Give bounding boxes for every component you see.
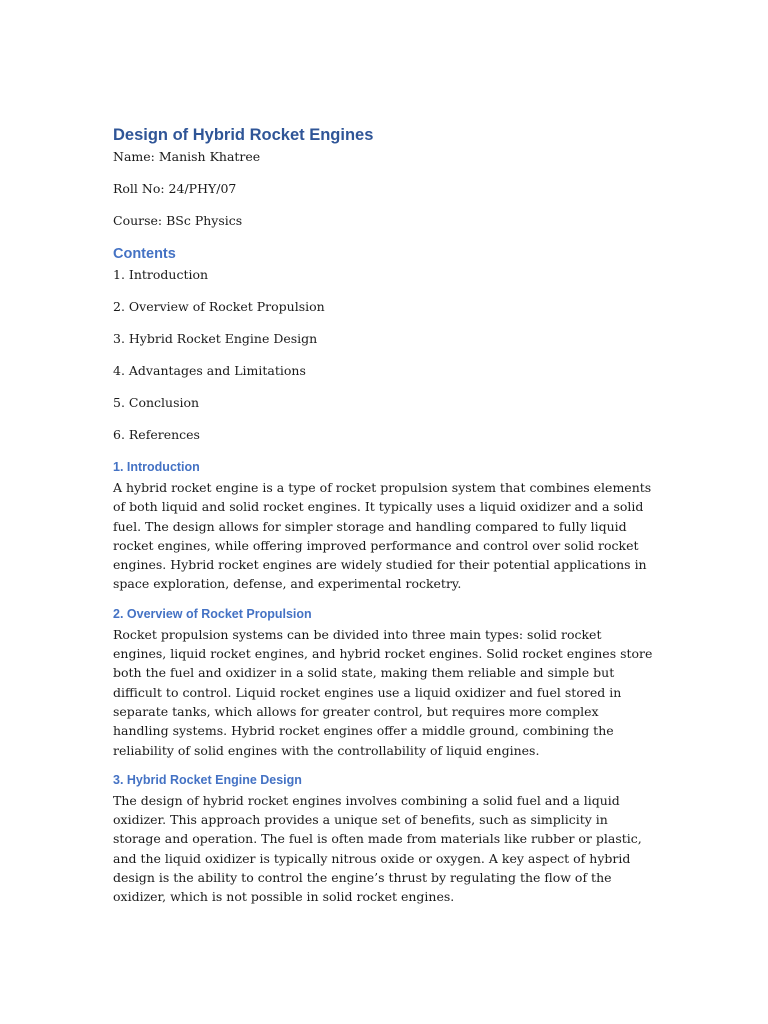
section-heading: 2. Overview of Rocket Propulsion	[113, 606, 312, 621]
section-design	[113, 771, 658, 907]
toc-item: 6. References	[113, 427, 200, 442]
section-overview	[113, 605, 658, 760]
toc-item: 5. Conclusion	[113, 395, 200, 410]
toc-item: 4. Advantages and Limitations	[113, 363, 306, 378]
section-heading: 1. Introduction	[113, 460, 200, 474]
toc-item: 2. Overview of Rocket Propulsion	[113, 299, 325, 314]
section-body: The design of hybrid rocket engines involves combining a solid fuel and a liquid oxidizer. This approach provides a unique set of benefits, such as simplicity in storage and operation. The fuel is often made from materials like rubber or plastic, and the liquid oxidizer is typically nitrous oxide or oxygen. A key aspect of hybrid design is the ability to control the engine’s thrust by regulating the flow of the oxidizer, which is not possible in solid rocket engines.	[113, 792, 642, 905]
toc-item: 3. Hybrid Rocket Engine Design	[113, 331, 318, 346]
course: Course: BSc Physics	[113, 213, 243, 228]
toc-item: 1. Introduction	[113, 267, 209, 282]
section-introduction	[113, 458, 658, 594]
section-body: Rocket propulsion systems can be divided into three main types: solid rocket engines, liquid rocket engines, and hybrid rocket engines. Solid rocket engines store both the fuel and oxidizer in a solid state, making them reliable and simple but difficult to control. Liquid rocket engines use a liquid oxidizer and fuel stored in separate tanks, which allows for greater control, but requires more complex handling systems. Hybrid rocket engines offer a middle ground, combining the reliability of solid engines with the controllability of liquid engines.	[113, 626, 653, 758]
section-heading: 3. Hybrid Rocket Engine Design	[113, 772, 302, 787]
contents-heading: Contents	[113, 246, 176, 262]
table-of-contents	[113, 266, 658, 444]
document-title: Design of Hybrid Rocket Engines	[113, 126, 374, 144]
document-page	[113, 124, 658, 918]
author-name: Name: Manish Khatree	[113, 149, 261, 164]
roll-number: Roll No: 24/PHY/07	[113, 181, 237, 196]
section-body: A hybrid rocket engine is a type of rocket propulsion system that combines elements of both liquid and solid rocket engines. It typically uses a liquid oxidizer and a solid fuel. The design allows for simpler storage and handling compared to fully liquid rocket engines, while offering improved performance and control over solid rocket engines. Hybrid rocket engines are widely studied for their potential applications in space exploration, defense, and experimental rocketry.	[113, 480, 652, 592]
